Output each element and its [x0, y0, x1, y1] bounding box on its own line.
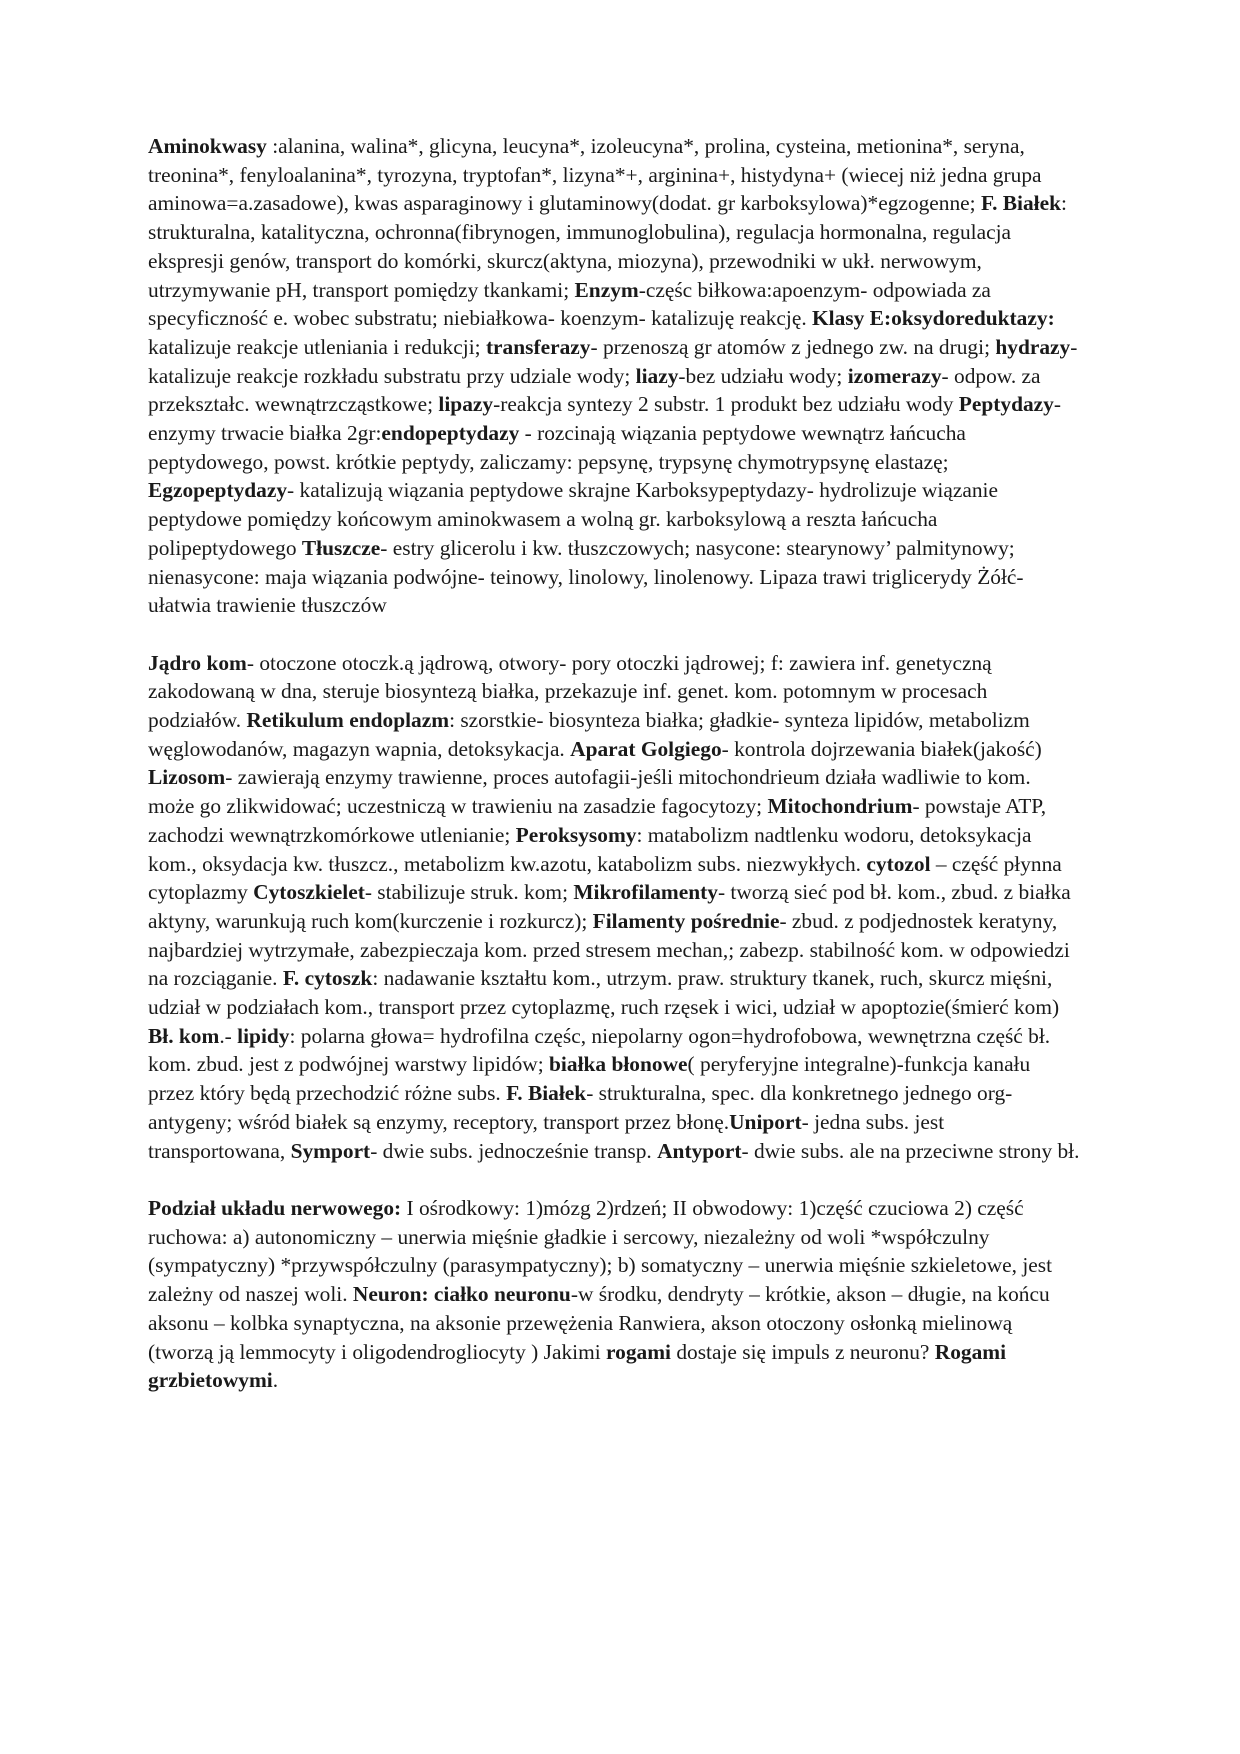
text-run: - dwie subs. ale na przeciwne strony bł.: [741, 1138, 1080, 1163]
paragraph-nervous-system: [148, 1194, 1080, 1395]
bold-term: hydrazy: [995, 334, 1071, 359]
text-run: - odpow. za przekształc. wewnątrzcząstkowe;: [148, 363, 1041, 417]
text-run: - przenoszą gr atomów z jednego zw. na drugi;: [590, 334, 996, 359]
bold-term: F. cytoszk: [282, 966, 373, 991]
bold-term: Aminokwasy: [148, 134, 273, 158]
bold-term: Peptydazy: [958, 392, 1054, 417]
text-run: - jedna subs. jest transportowana,: [148, 1109, 945, 1163]
bold-term: Egzopeptydazy: [148, 478, 288, 503]
bold-term: lipazy: [438, 392, 494, 417]
bold-term: Bł. kom: [148, 1023, 220, 1048]
bold-term: Symport: [290, 1138, 371, 1163]
bold-term: Jądro kom: [148, 650, 247, 675]
bold-term: Tłuszcze: [301, 535, 381, 560]
bold-term: liazy: [635, 363, 679, 388]
text-run: : polarna głowa= hydrofilna częśc, niepolarny ogon=hydrofobowa, wewnętrzna część bł. kom. zbud. jest z podwójnej warstwy lipidów;: [148, 1023, 1051, 1077]
paragraph-biochemistry: [148, 132, 1080, 620]
bold-term: Klasy E:oksydoreduktazy:: [812, 306, 1055, 331]
text-run: : szorstkie- biosynteza białka; gładkie- synteza lipidów, metabolizm węglowodanów, magazyn wapnia, detoksykacja.: [148, 708, 1030, 761]
text-run: - powstaje ATP, zachodzi wewnątrzkomórkowe utlenianie;: [148, 794, 1047, 847]
text-run: : strukturalna, katalityczna, ochronna(fibrynogen, immunoglobulina), regulacja hormonalna, regulacja ekspresji genów, transport do komórki, skurcz(aktyna, miozyna), przewodniki w ukł. nerwowym, utrzymywanie pH, transport pomiędzy tkankami;: [148, 191, 1067, 302]
bold-term: Lizosom: [148, 765, 226, 790]
bold-term: Mikrofilamenty: [573, 880, 718, 905]
bold-term: rogami: [606, 1339, 671, 1364]
text-run: : matabolizm nadtlenku wodoru, detoksykacja kom., oksydacja kw. tłuszcz., metabolizm kw.azotu, katabolizm subs. niezwykłych.: [148, 822, 1032, 876]
bold-term: Rogami grzbietowymi: [148, 1339, 1007, 1393]
bold-term: F. Białek: [506, 1081, 587, 1106]
text-run: - estry glicerolu i kw. tłuszczowych; nasycone: stearynowy’ palmitynowy; nienasycone: maja wiązania podwójne- teinowy, linolowy, linolenowy. Lipaza trawi triglicerydy Żółć- ułatwia trawienie tłuszczów: [148, 535, 1024, 618]
text-run: - zbud. z podjednostek keratyny, najbardziej wytrzymałe, zabezpieczaja kom. przed stresem mechan,; zabezp. stabilność kom. w odpowiedzi na rozciąganie.: [148, 908, 1070, 991]
text-run: katalizuje reakcje utleniania i redukcji;: [148, 334, 486, 359]
text-run: - dwie subs. jednocześnie transp.: [370, 1138, 658, 1163]
text-run: .: [272, 1368, 279, 1393]
text-run: - zawierają enzymy trawienne, proces autofagii-jeśli mitochondrieum działa wadliwie to kom. może go zlikwidować; uczestniczą w trawieniu na zasadzie fagocytozy;: [148, 765, 1031, 819]
bold-term: Enzym: [574, 277, 639, 302]
text-run: - strukturalna, spec. dla konkretnego jednego org- antygeny; wśród białek są enzymy, receptory, transport przez błonę.: [148, 1081, 1013, 1134]
bold-term: Peroksysomy: [515, 822, 637, 847]
bold-term: lipidy: [237, 1023, 290, 1048]
bold-term: F. Białek: [980, 191, 1062, 216]
bold-term: Uniport: [729, 1109, 802, 1134]
bold-term: Mitochondrium: [767, 794, 913, 819]
bold-term: cytozol: [866, 851, 931, 876]
text-run: -bez udziału wody;: [678, 363, 848, 388]
bold-term: Antyport: [657, 1138, 742, 1163]
text-run: I ośrodkowy: 1)mózg 2)rdzeń; II obwodowy: 1)część czuciowa 2) część ruchowa: a) autonomiczny – unerwia mięśnie gładkie i sercowy, niezależny od woli *współczulny (sympatyczny) *przywspółczulny (parasympatyczny); b) somatyczny – unerwia mięśnie szkieletowe, jest zależny od naszej woli.: [148, 1195, 1053, 1307]
bold-term: białka błonowe: [549, 1052, 688, 1077]
text-run: -reakcja syntezy 2 substr. 1 produkt bez udziału wody: [493, 392, 959, 417]
text-run: :alanina, walina*, glicyna, leucyna*, izoleucyna*, prolina, cysteina, metionina*, seryna, treonina*, fenyloalanina*, tyrozyna, tryptofan*, lizyna*+, arginina+, histydyna+ (wiecej niż jedna grupa aminowa=a.zasadowe), kwas asparaginowy i glutaminowy(dodat. gr karboksylowa)*egzogenne;: [148, 134, 1042, 216]
text-run: - otoczone otoczk.ą jądrową, otwory- pory otoczki jądrowej; f: zawiera inf. genetyczną zakodowaną w dna, steruje biosyntezą białka, przekazuje inf. genet. kom. potomnym w procesach podziałów.: [148, 650, 992, 733]
text-run: - tworzą sieć pod bł. kom., zbud. z białka aktyny, warunkują ruch kom(kurczenie i rozkurcz);: [148, 880, 1071, 933]
text-run: - katalizują wiązania peptydowe skrajne Karboksypeptydazy- hydrolizuje wiązanie peptydowe pomiędzy końcowym aminokwasem a wolną gr. karboksylową a reszta łańcucha polipeptydowego: [148, 478, 998, 560]
text-run: – część płynna cytoplazmy: [148, 851, 1062, 905]
bold-term: izomerazy: [847, 363, 942, 388]
text-run: - kontrola dojrzewania białek(jakość): [721, 736, 1042, 761]
text-run: - rozcinają wiązania peptydowe wewnątrz łańcucha peptydowego, powst. krótkie peptydy, zaliczamy: pepsynę, trypsynę chymotrypsynę elastazę;: [148, 421, 966, 474]
bold-term: Aparat Golgiego: [570, 736, 722, 761]
document-page: [148, 132, 1080, 1424]
text-run: -częśc biłkowa:apoenzym- odpowiada za specyficzność e. wobec substratu; niebiałkowa- koenzym- katalizuję reakcję.: [148, 277, 991, 331]
paragraph-cell-biology: [148, 649, 1080, 1166]
bold-term: Filamenty pośrednie: [592, 908, 780, 933]
bold-term: endopeptydazy: [381, 421, 520, 446]
text-run: dostaje się impuls z neuronu?: [670, 1339, 935, 1364]
text-run: .-: [219, 1023, 238, 1048]
text-run: ( peryferyjne integralne)-funkcja kanału przez który będą przechodzić różne subs.: [148, 1052, 1031, 1106]
text-run: - stabilizuje struk. kom;: [364, 880, 574, 905]
text-run: -w środku, dendryty – krótkie, akson – długie, na końcu aksonu – kolbka synaptyczna, na aksonie przewężenia Ranwiera, akson otoczony osłonką mielinową (tworzą ją lemmocyty i oligodendrogliocyty ) Jakimi: [148, 1282, 1050, 1364]
text-run: - katalizuje reakcje rozkładu substratu przy udziale wody;: [148, 334, 1078, 388]
text-run: - enzymy trwacie białka 2gr:: [148, 392, 1061, 446]
text-run: : nadawanie kształtu kom., utrzym. praw. struktury tkanek, ruch, skurcz mięśni, udział w podziałach kom., transport przez cytoplazmę, ruch rzęsek i wici, udział w apoptozie(śmierć kom): [148, 966, 1060, 1020]
bold-term: Neuron: ciałko neuronu: [352, 1282, 571, 1307]
bold-term: Cytoszkielet: [253, 880, 365, 905]
bold-term: transferazy: [485, 334, 591, 359]
bold-term: Podział układu nerwowego:: [148, 1195, 402, 1220]
bold-term: Retikulum endoplazm: [246, 708, 450, 733]
